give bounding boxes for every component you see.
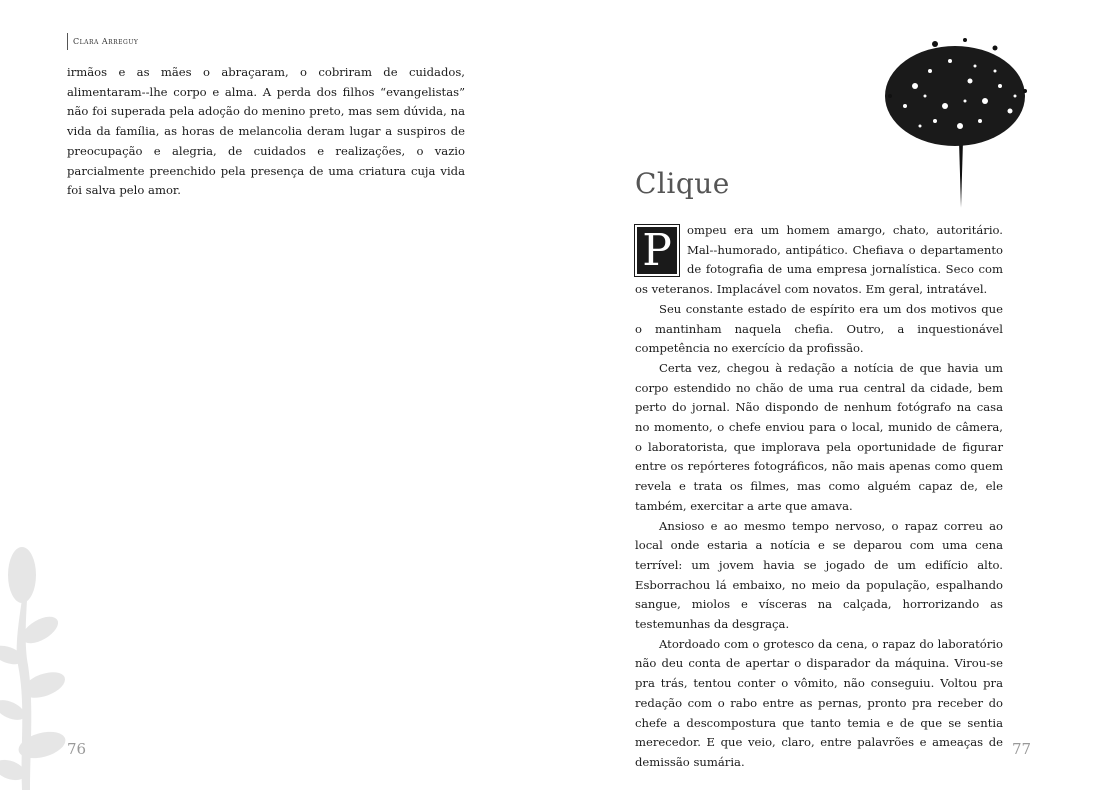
running-head: Clara Arreguy: [67, 33, 138, 50]
paragraph: Certa vez, chegou à redação a notícia de que havia um corpo estendido no chão de uma rua central da cidade, bem perto do jornal. Não dispondo de nenhum fotógrafo na casa no momento, o chefe enviou para o local, munido de câmera, o laboratorista, que implorava pela oportunidade de figurar entre os repórteres fotográficos, não mais apenas como quem revela e trata os filmes, mas como alguém capaz de, ele também, exercitar a arte que amava.: [635, 360, 1003, 513]
paragraph: Ansioso e ao mesmo tempo nervoso, o rapaz correu ao local onde estaria a notícia e se deparou com uma cena terrível: um jovem havia se jogado de um edifício alto. Esborrachou lá embaixo, no meio da população, espalhando sangue, miolos e vísceras na calçada, horrorizando as testemunhas da desgraça.: [635, 518, 1003, 632]
page-number: 76: [67, 740, 87, 758]
flower-ornament: [0, 545, 70, 790]
paragraph: [635, 221, 1003, 300]
page-number: 77: [1012, 740, 1032, 758]
tree-illustration: [875, 26, 1035, 211]
paragraph: Seu constante estado de espírito era um dos motivos que o mantinham naquela chefia. Outro, a inquestionável competência no exercício da profissão.: [635, 301, 1003, 356]
drop-cap: P: [635, 225, 679, 276]
paragraph-text: ompeu era um homem amargo, chato, autoritário. Mal--humorado, antipático. Chefiava o departamento de fotografia de uma empresa jornalística. Seco com os veteranos. Implacável com novatos. Em geral, intratável.: [635, 223, 1003, 297]
right-page: [550, 0, 1100, 790]
paragraph: Atordoado com o grotesco da cena, o rapaz do laboratório não deu conta de apertar o disparador da máquina. Virou-se pra trás, tentou conter o vômito, não conseguiu. Voltou pra redação com o rabo entre as pernas, pronto pra receber do chefe a descompostura que tanto temia e de que se sentia merecedor. E que veio, claro, entre palavrões e ameaças de demissão sumária.: [635, 636, 1003, 769]
chapter-title: Clique: [635, 167, 730, 200]
right-page-text: [635, 221, 1003, 773]
left-page-text: irmãos e as mães o abraçaram, o cobriram de cuidados, alimentaram--lhe corpo e alma. A perda dos filhos “evangelistas” não foi superada pela adoção do menino preto, mas sem dúvida, na vida da família, as horas de melancolia deram lugar a suspiros de preocupação e alegria, de cuidados e realizações, o vazio parcialmente preenchido pela presença de uma criatura cuja vida foi salva pelo amor.: [67, 65, 465, 198]
